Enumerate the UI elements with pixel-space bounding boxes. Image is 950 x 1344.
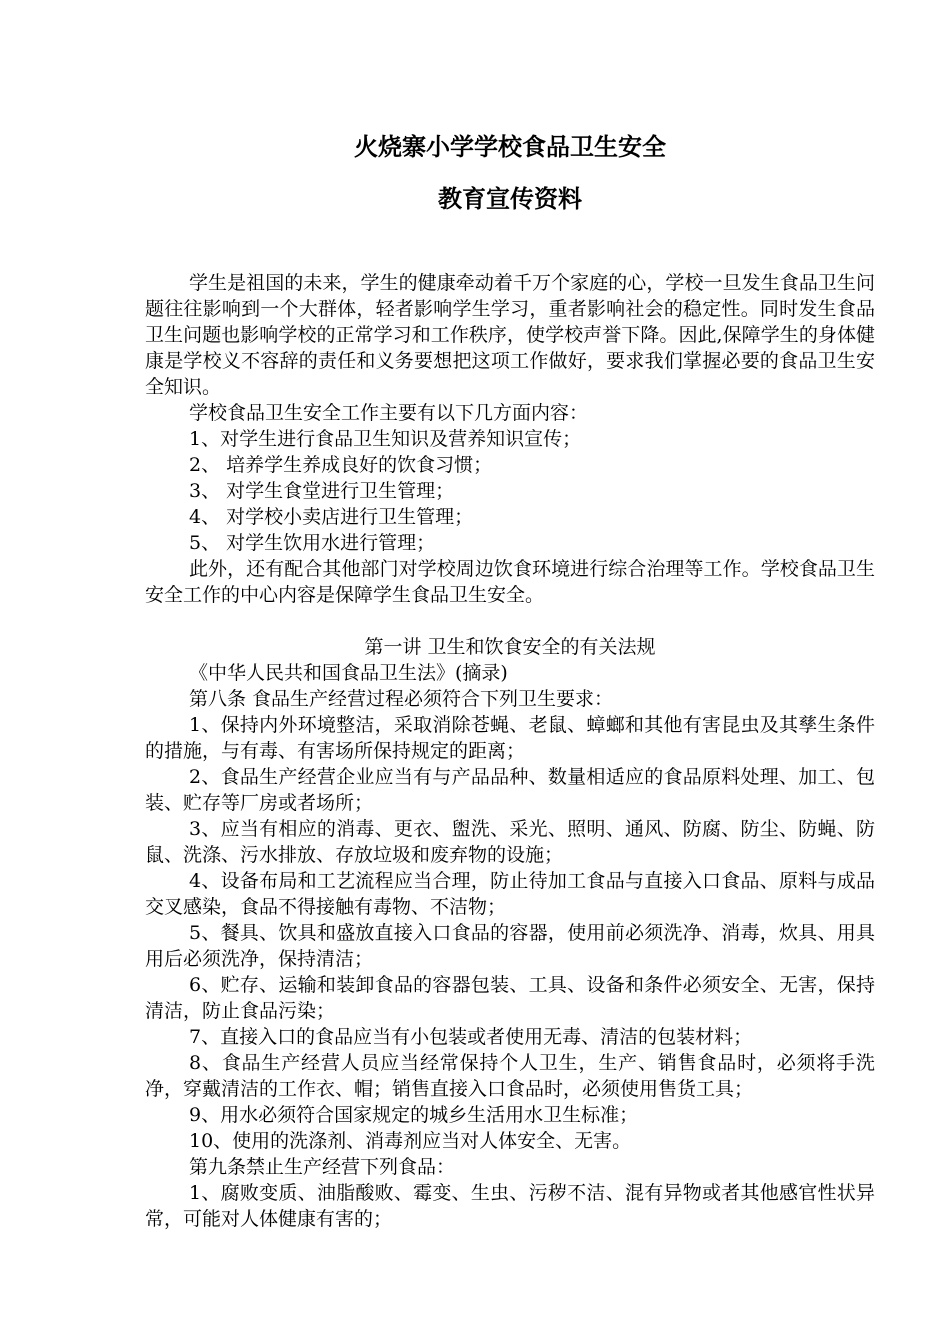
intro-paragraph: 学生是祖国的未来，学生的健康牵动着千万个家庭的心，学校一旦发生食品卫生问题往往影响到一个大群体，轻者影响学生学习，重者影响社会的稳定性。同时发生食品卫生问题也影响学校的正常学习和工作秩序，使学校声誉下降。因此,保障学生的身体健康是学校义不容辞的责任和义务要想把这项工作做好，要求我们掌握必要的食品卫生安全知识。 <box>145 272 875 398</box>
article8-item-7: 7、直接入口的食品应当有小包装或者使用无毒、清洁的包装材料； <box>189 1026 753 1048</box>
article8-item-1: 1、保持内外环境整洁，采取消除苍蝇、老鼠、蟑螂和其他有害昆虫及其孳生条件的措施，与有毒、有害场所保持规定的距离； <box>145 714 875 762</box>
article8-item-9: 9、用水必须符合国家规定的城乡生活用水卫生标准； <box>189 1104 639 1126</box>
intro-item-1: 1、对学生进行食品卫生知识及营养知识宣传； <box>189 428 582 450</box>
article8-item-10: 10、使用的洗涤剂、消毒剂应当对人体安全、无害。 <box>189 1130 632 1152</box>
article9-item-1: 1、腐败变质、油脂酸败、霉变、生虫、污秽不洁、混有异物或者其他感官性状异常，可能对人体健康有害的； <box>145 1182 875 1230</box>
article8-heading: 第八条 食品生产经营过程必须符合下列卫生要求： <box>189 688 614 710</box>
article8-item-8: 8、食品生产经营人员应当经常保持个人卫生，生产、销售食品时，必须将手洗净，穿戴清洁的工作衣、帽；销售直接入口食品时，必须使用售货工具； <box>145 1052 875 1100</box>
intro-item-4: 4、 对学校小卖店进行卫生管理； <box>189 506 474 528</box>
article9-heading: 第九条禁止生产经营下列食品： <box>189 1156 456 1178</box>
article8-item-5: 5、餐具、饮具和盛放直接入口食品的容器，使用前必须洗净、消毒，炊具、用具用后必须洗净，保持清洁； <box>145 922 875 970</box>
section-spacer <box>145 608 875 634</box>
article8-item-3: 3、应当有相应的消毒、更衣、盥洗、采光、照明、通风、防腐、防尘、防蝇、防鼠、洗涤、污水排放、存放垃圾和废弃物的设施； <box>145 818 875 866</box>
document-title-line2: 教育宣传资料 <box>438 185 582 213</box>
document-title-line1: 火烧寨小学学校食品卫生安全 <box>354 133 666 161</box>
document-page <box>145 130 875 1232</box>
intro-item-5: 5、 对学生饮用水进行管理； <box>189 532 436 554</box>
intro-work-heading: 学校食品卫生安全工作主要有以下几方面内容： <box>189 402 589 424</box>
intro-item-2: 2、 培养学生养成良好的饮食习惯； <box>189 454 493 476</box>
article8-item-2: 2、食品生产经营企业应当有与产品品种、数量相适应的食品原料处理、加工、包装、贮存等厂房或者场所； <box>145 766 875 814</box>
intro-closing: 此外，还有配合其他部门对学校周边饮食环境进行综合治理等工作。学校食品卫生安全工作的中心内容是保障学生食品卫生安全。 <box>145 558 875 606</box>
article8-item-6: 6、贮存、运输和装卸食品的容器包装、工具、设备和条件必须安全、无害，保持清洁，防止食品污染； <box>145 974 875 1022</box>
article8-item-4: 4、设备布局和工艺流程应当合理，防止待加工食品与直接入口食品、原料与成品交叉感染，食品不得接触有毒物、不洁物； <box>145 870 875 918</box>
title-spacer <box>145 216 875 270</box>
lecture-heading: 第一讲 卫生和饮食安全的有关法规 <box>364 636 656 658</box>
law-title: 《中华人民共和国食品卫生法》(摘录) <box>189 662 508 684</box>
intro-item-3: 3、 对学生食堂进行卫生管理； <box>189 480 455 502</box>
